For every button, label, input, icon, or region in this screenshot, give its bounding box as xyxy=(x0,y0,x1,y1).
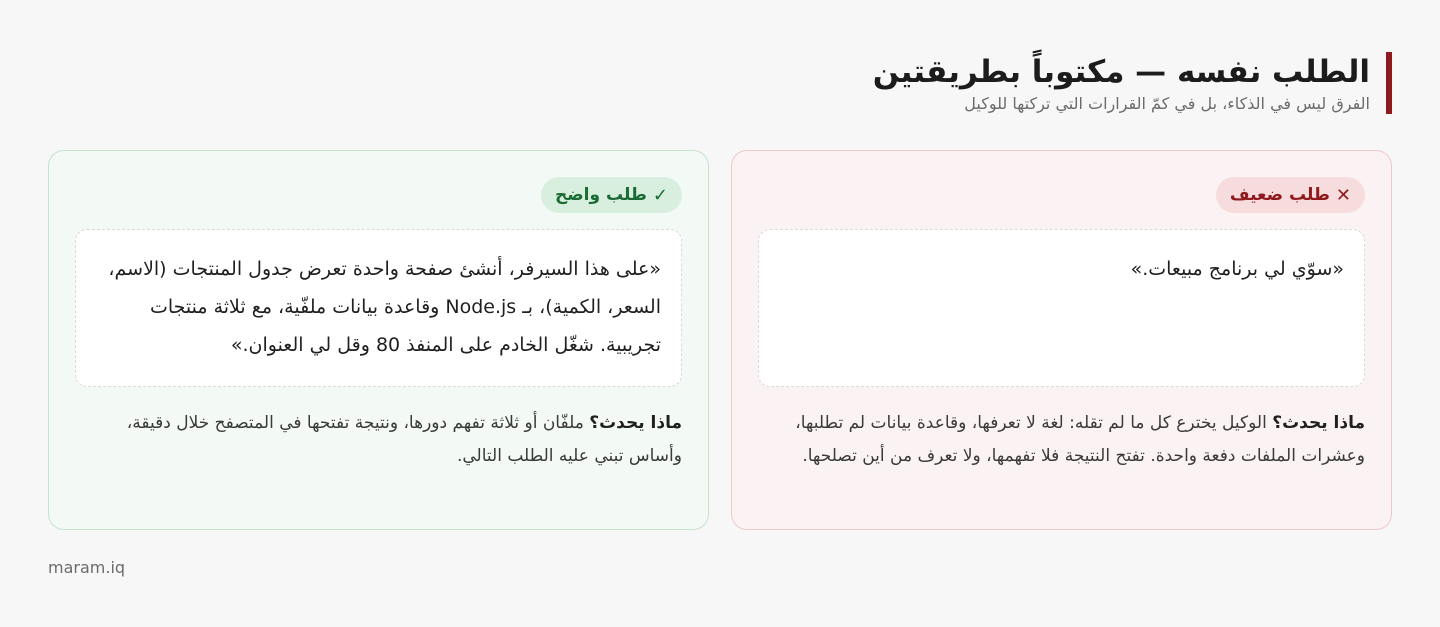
weak-explain-label: ماذا يحدث؟ xyxy=(1272,413,1365,433)
weak-explain-text: الوكيل يخترع كل ما لم تقله: لغة لا تعرفها، وقاعدة بيانات لم تطلبها، وعشرات الملفات دفعة واحدة. تفتح النتيجة فلا تفهمها، ولا تعرف من أين تصلحها. xyxy=(795,413,1365,466)
good-prompt-card xyxy=(48,150,709,530)
weak-badge xyxy=(1216,177,1365,213)
footer-brand: maram.iq xyxy=(48,558,126,577)
good-explain-label: ماذا يحدث؟ xyxy=(589,413,682,433)
header xyxy=(873,52,1392,114)
cross-icon: ✕ xyxy=(1335,184,1351,206)
good-badge xyxy=(541,177,682,213)
page-subtitle: الفرق ليس في الذكاء، بل في كمّ القرارات التي تركتها للوكيل xyxy=(964,94,1370,113)
weak-prompt-card xyxy=(731,150,1392,530)
good-explain-text: ملفّان أو ثلاثة تفهم دورها، ونتيجة تفتحها في المتصفح خلال دقيقة، وأساس تبني عليه الطلب التالي. xyxy=(126,413,682,466)
weak-badge-label: طلب ضعيف xyxy=(1229,185,1330,205)
checkmark-icon: ✓ xyxy=(652,184,668,206)
good-explanation xyxy=(75,407,682,473)
good-prompt-text: «على هذا السيرفر، أنشئ صفحة واحدة تعرض جدول المنتجات (الاسم، السعر، الكمية)، بـ Node.js وقاعدة بيانات ملفّية، مع ثلاثة منتجات تجريبية. شغّل الخادم على المنفذ 80 وقل لي العنوان.» xyxy=(75,229,682,387)
comparison-cards xyxy=(48,150,1392,530)
good-badge-label: طلب واضح xyxy=(554,185,647,205)
weak-prompt-text: «سوّي لي برنامج مبيعات.» xyxy=(758,229,1365,387)
page-title: الطلب نفسه — مكتوباً بطريقتين xyxy=(872,54,1370,90)
weak-explanation xyxy=(758,407,1365,473)
